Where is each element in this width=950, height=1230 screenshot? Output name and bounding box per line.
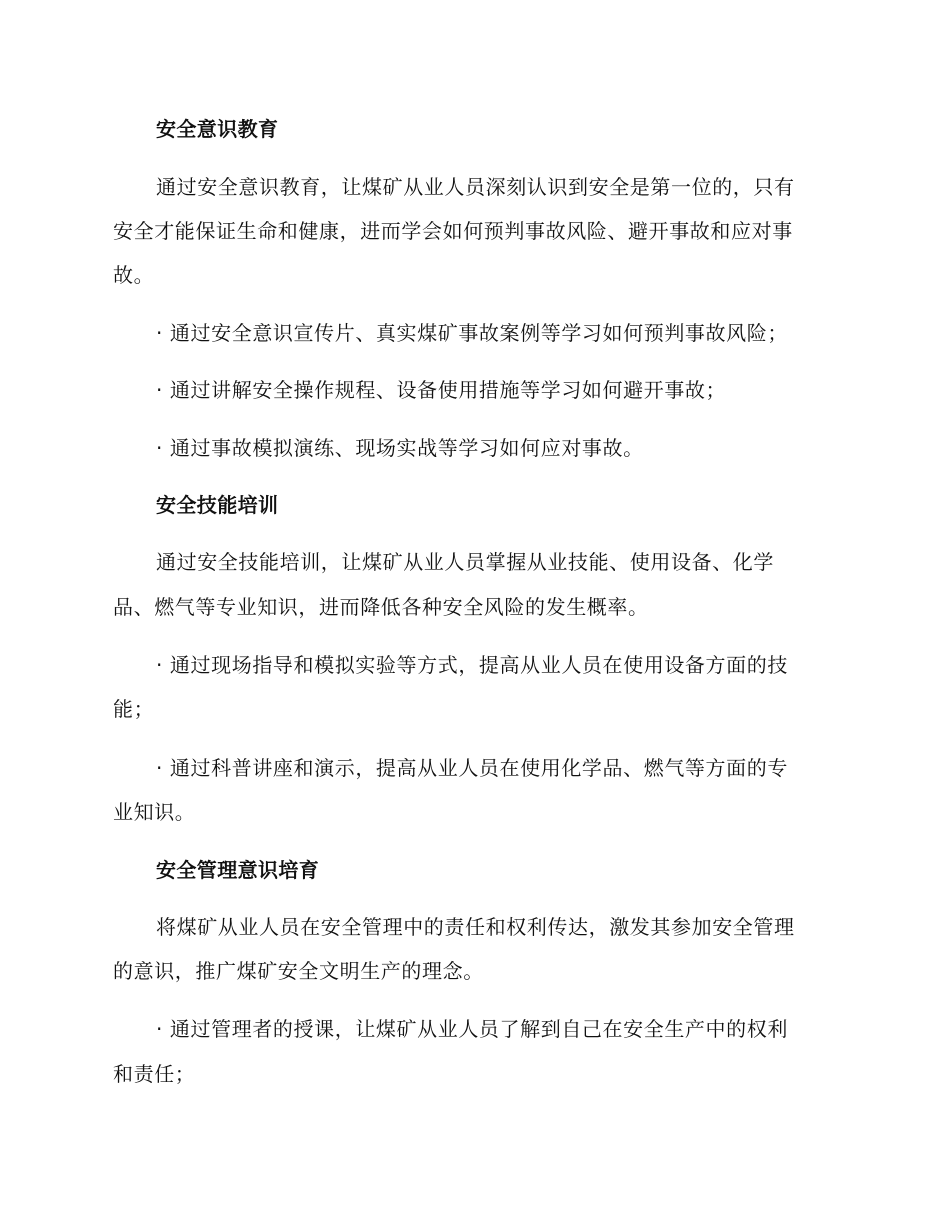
bullet-item: · 通过现场指导和模拟实验等方式，提高从业人员在使用设备方面的技 — [156, 653, 788, 677]
paragraph-line: 故。 — [113, 263, 155, 287]
bullet-item-continuation: 业知识。 — [113, 800, 196, 824]
paragraph-line: 将煤矿从业人员在安全管理中的责任和权利传达，激发其参加安全管理 — [156, 915, 795, 939]
bullet-item: · 通过管理者的授课，让煤矿从业人员了解到自己在安全生产中的权利 — [156, 1017, 788, 1041]
bullet-item-continuation: 和责任； — [113, 1062, 196, 1086]
paragraph-line: 品、燃气等专业知识，进而降低各种安全风险的发生概率。 — [113, 595, 649, 619]
section-heading: 安全管理意识培育 — [156, 858, 320, 882]
bullet-item-continuation: 能； — [113, 697, 155, 721]
paragraph-line: 安全才能保证生命和健康，进而学会如何预判事故风险、避开事故和应对事 — [113, 219, 793, 243]
bullet-item: · 通过事故模拟演练、现场实战等学习如何应对事故。 — [156, 436, 644, 460]
bullet-item: · 通过安全意识宣传片、真实煤矿事故案例等学习如何预判事故风险； — [156, 321, 788, 345]
bullet-item: · 通过讲解安全操作规程、设备使用措施等学习如何避开事故； — [156, 378, 727, 402]
paragraph-line: 通过安全意识教育，让煤矿从业人员深刻认识到安全是第一位的，只有 — [156, 175, 795, 199]
section-heading: 安全意识教育 — [156, 117, 279, 141]
paragraph-line: 的意识，推广煤矿安全文明生产的理念。 — [113, 959, 484, 983]
paragraph-line: 通过安全技能培训，让煤矿从业人员掌握从业技能、使用设备、化学 — [156, 550, 774, 574]
bullet-item: · 通过科普讲座和演示，提高从业人员在使用化学品、燃气等方面的专 — [156, 756, 788, 780]
section-heading: 安全技能培训 — [156, 493, 279, 517]
